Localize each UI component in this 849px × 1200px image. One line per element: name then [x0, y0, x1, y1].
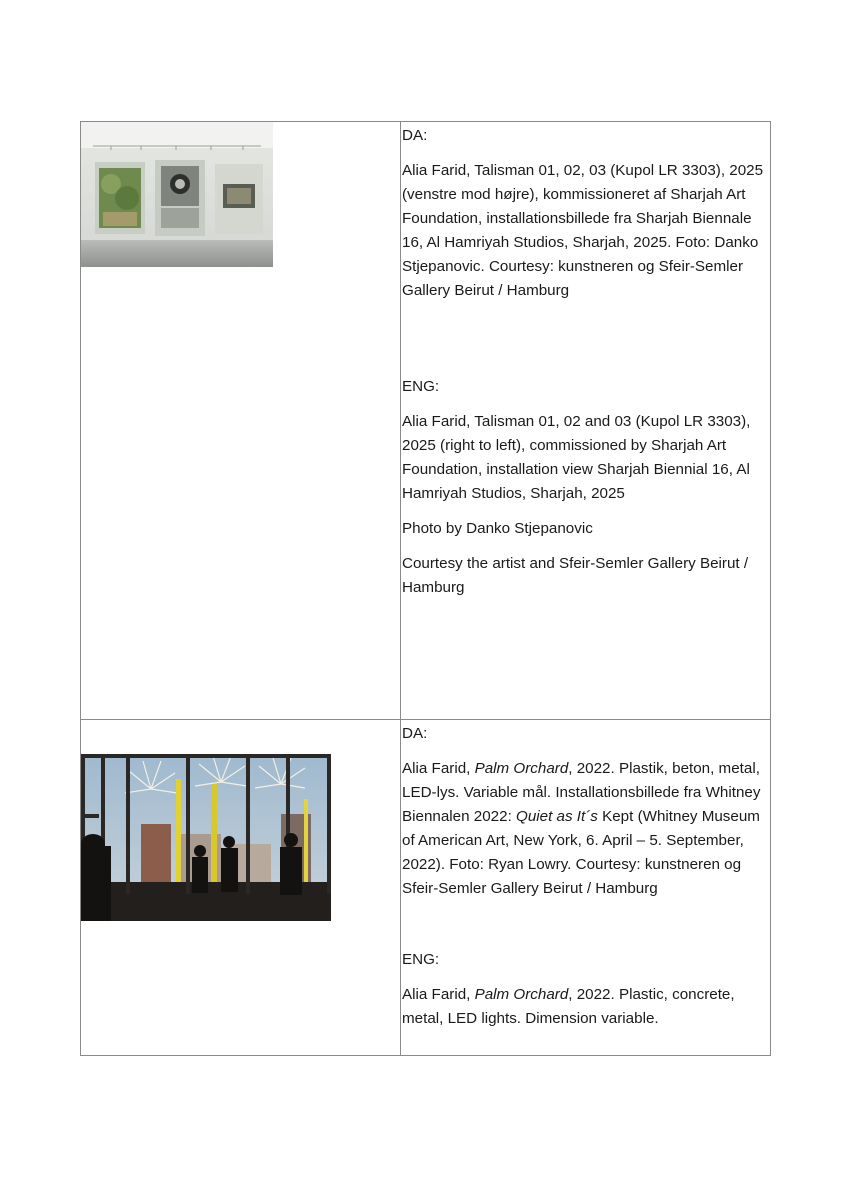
- table-row: [81, 122, 771, 720]
- image-cell: [81, 122, 401, 720]
- da-artwork-title: Palm Orchard: [474, 760, 569, 777]
- da-label: DA:: [402, 127, 428, 144]
- caption-cell: [401, 720, 771, 1056]
- eng-caption: [402, 983, 768, 1031]
- eng-courtesy: Courtesy the artist and Sfeir-Semler Gallery Beirut / Hamburg: [402, 555, 749, 596]
- eng-caption-text: , 2022. Plastic, concrete, metal, LED lights. Dimension variable.: [402, 986, 735, 1027]
- installation-photo-palm-orchard: [81, 754, 331, 921]
- da-label: DA:: [402, 725, 428, 742]
- da-caption-text: Alia Farid,: [402, 760, 475, 777]
- eng-caption-text: Alia Farid,: [402, 986, 475, 1003]
- table-row: [81, 720, 771, 1056]
- eng-photo-credit: Photo by Danko Stjepanovic: [402, 520, 593, 537]
- eng-artwork-title: Palm Orchard: [474, 986, 569, 1003]
- da-caption-text: , 2022. Plastik, beton, metal, LED-lys. Variable mål. Installationsbillede fra Whitney Biennalen 2022:: [402, 760, 761, 825]
- eng-label: ENG:: [402, 378, 440, 395]
- eng-caption: Alia Farid, Talisman 01, 02 and 03 (Kupol LR 3303), 2025 (right to left), commissioned by Sharjah Art Foundation, installation view Sharjah Biennial 16, Al Hamriyah Studios, Sharjah, 2025: [402, 413, 751, 502]
- image-cell: [81, 720, 401, 1056]
- da-exhibition-title: Quiet as It´s: [516, 808, 598, 825]
- eng-label: ENG:: [402, 951, 440, 968]
- da-caption: [402, 757, 768, 901]
- caption-table: [80, 121, 771, 1056]
- installation-photo-gallery: [81, 122, 273, 267]
- da-caption-text: Kept (Whitney Museum of American Art, New York, 6. April – 5. September, 2022). Foto: Ryan Lowry. Courtesy: kunstneren og Sfeir-Semler Gallery Beirut / Hamburg: [402, 808, 760, 897]
- da-caption: Alia Farid, Talisman 01, 02, 03 (Kupol LR 3303), 2025 (venstre mod højre), kommissioneret af Sharjah Art Foundation, installationsbillede fra Sharjah Biennale 16, Al Hamriyah Studios, Sharjah, 2025. Foto: Danko Stjepanovic. Courtesy: kunstneren og Sfeir-Semler Gallery Beirut / Hamburg: [402, 162, 764, 299]
- caption-cell: [401, 122, 771, 720]
